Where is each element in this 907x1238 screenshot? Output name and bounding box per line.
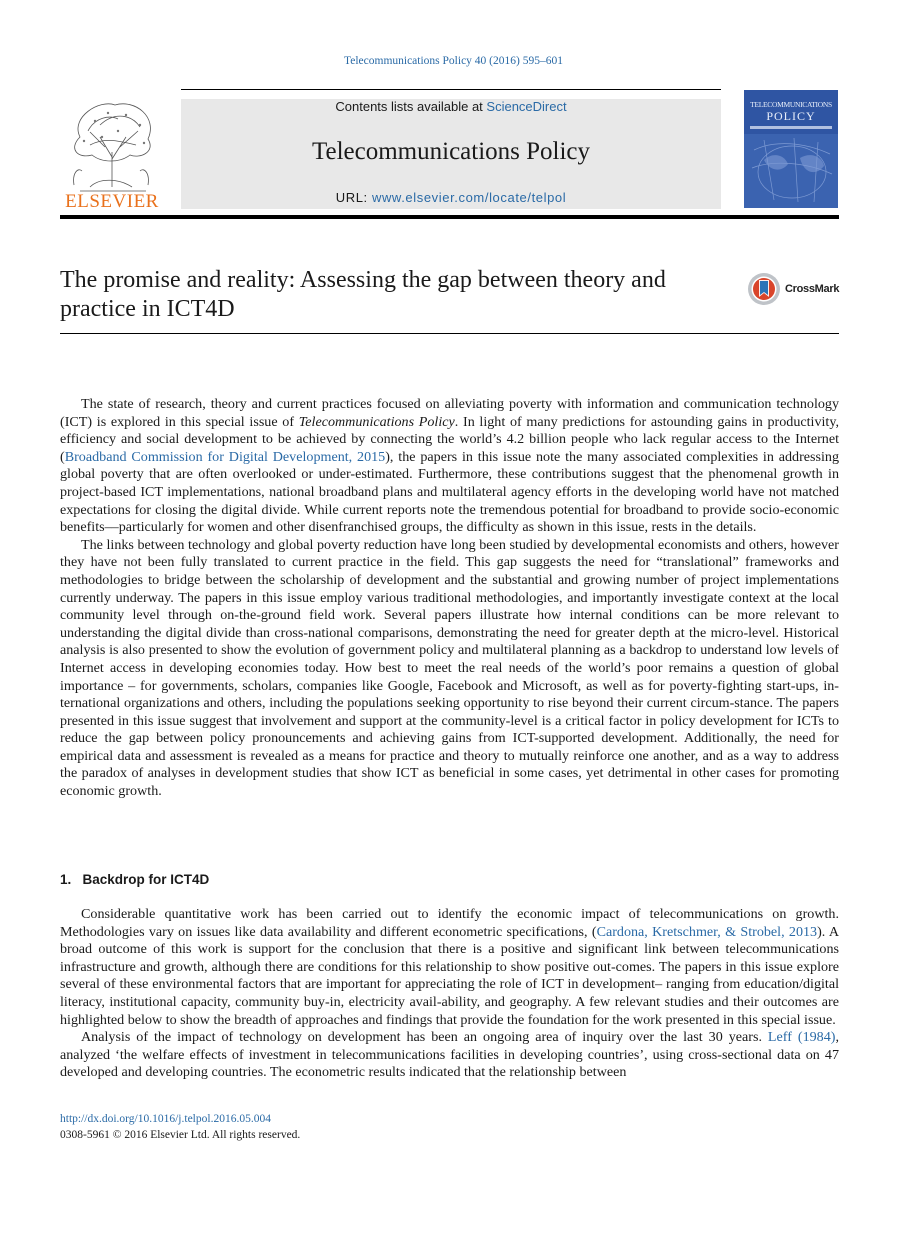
- section-1-body: [60, 906, 839, 1082]
- section-heading: [60, 872, 209, 887]
- text-run: , analyzed ‘the welfare effects of investment in telecommunications facilities in developing countries’, using cross-sectional data on 47 developed and developing countries. The econometric results indicated that the relationship between: [60, 1029, 839, 1081]
- contents-line: [181, 99, 721, 114]
- text-run: ), the papers in this issue note the many associated complexities in addressing global poverty that are often overlooked or under-estimated. Furthermore, these contributions suggest that the phenomenal growth in project-based ICT implementations, national broadband plans and multilateral agency efforts in the developing world have not matched expectations for closing the digital divide. While current reports note the tremendous potential for broadband to provide socio-economic benefits––particularly for women and other disenfranchised groups, the difficulty as shown in this issue, rests in the details.: [60, 448, 840, 536]
- section-number: 1.: [60, 872, 72, 887]
- citation-link[interactable]: Leff (1984): [767, 1029, 836, 1046]
- section-paragraph: [60, 1029, 839, 1082]
- journal-citation[interactable]: Telecommunications Policy 40 (2016) 595–601: [344, 55, 563, 67]
- elsevier-wordmark[interactable]: ELSEVIER: [65, 191, 159, 212]
- crossmark-label[interactable]: CrossMark: [785, 283, 840, 295]
- copyright-line: 0308-5961 © 2016 Elsevier Ltd. All rights reserved.: [60, 1129, 301, 1141]
- journal-cover-image[interactable]: [744, 90, 838, 208]
- section-paragraph: [60, 906, 839, 1029]
- text-run: . In light of many predictions for astounding gains in productivity, efficiency and social development to be achieved by connecting the world’s 4.2 billion people who lack regular access to the Internet (: [60, 413, 839, 465]
- journal-url-line: [181, 190, 721, 205]
- footer: [60, 1111, 300, 1143]
- text-run: Analysis of the impact of technology on development has been an ongoing area of inquiry over the last 30 years.: [81, 1029, 768, 1046]
- doi-link[interactable]: http://dx.doi.org/10.1016/j.telpol.2016.05.004: [60, 1113, 271, 1125]
- abstract-paragraph: [60, 396, 839, 537]
- cover-title-line-2: POLICY: [766, 109, 816, 123]
- text-run: ). A broad outcome of this work is support for the conclusion that there is a positive and significant link between telecommunications infrastructure and growth, although there are conditions for this relationship to show positive out-comes. The papers in this issue explore several of these environmental factors that are important for appreciating the role of ICT in development– ranging from education/digital literacy, institutional capacity, community buy-in, electricity avail-ability, and geography. A few relevant studies and their outcomes are highlighted below to show the breadth of approaches and findings that provide the foundation for the work presented in this special issue.: [60, 923, 840, 1028]
- italic-run: Telecommunications Policy: [298, 413, 455, 430]
- cover-title-line-1: TELECOMMUNICATIONS: [750, 100, 832, 109]
- abstract: [60, 396, 839, 801]
- header-top-rule: [181, 89, 721, 90]
- abstract-paragraph: [60, 537, 839, 801]
- text-run: The links between technology and global poverty reduction have long been studied by developmental economists and others, however they have not been fully translated to current practice in the field. This gap suggests the need for “translational” frameworks and methodologies to bridge between the scholarship of development and the substantial and growing number of project implementations currently underway. The papers in this issue employ various traditional methodologies, and importantly investigate context at the local community level through on-the-ground field work. Several papers illustrate how internal conditions can be more relevant to understanding the digital divide than cross-national comparisons, demonstrating the need for greater depth at the micro-level. Historical analysis is also presented to show the evolution of government policy and multilateral planning as a backdrop to understand low levels of Internet access in developing economies today. How best to meet the real needs of the world’s poor remains a question of global importance – for governments, scholars, companies like Google, Facebook and Microsoft, as well as for poverty-fighting start-ups, in-ternational organizations and others, including the populations seeking opportunity to rise beyond their current circum-stance. The papers presented in this issue suggest that involvement and support at the community-level is a critical factor in policy development for ICTs to reduce the gap between policy pronouncements and achieving gains from ICT-supported development. Additionally, the need for empirical data and assessment is revealed as a means for practice and theory to mutually reinforce one another, and as a way to address the paradox of analyses in development studies that show ICT as beneficial in some cases, yet detrimental in other cases for promoting economic growth.: [60, 536, 839, 800]
- url-label: URL:: [335, 190, 372, 205]
- header-thick-rule: [60, 215, 839, 219]
- text-run: Considerable quantitative work has been carried out to identify the economic impact of telecommunications on growth. Methodologies vary on issues like data availability and different econometric specifications, (: [60, 906, 839, 940]
- text-run: The state of research, theory and current practices focused on alleviating poverty with information and communication technology (ICT) is explored in this special issue of: [60, 396, 839, 430]
- sciencedirect-link[interactable]: ScienceDirect: [486, 99, 567, 114]
- article-title: The promise and reality: Assessing the gap between theory and practice in ICT4D: [60, 267, 666, 322]
- section-title: Backdrop for ICT4D: [82, 872, 210, 887]
- citation-link[interactable]: Cardona, Kretschmer, & Strobel, 2013: [596, 923, 818, 940]
- journal-url-link[interactable]: www.elsevier.com/locate/telpol: [371, 190, 567, 205]
- contents-prefix: Contents lists available at: [335, 99, 487, 114]
- journal-title: Telecommunications Policy: [311, 138, 591, 165]
- title-rule: [60, 333, 839, 334]
- citation-link[interactable]: Broadband Commission for Digital Development, 2015: [64, 448, 386, 465]
